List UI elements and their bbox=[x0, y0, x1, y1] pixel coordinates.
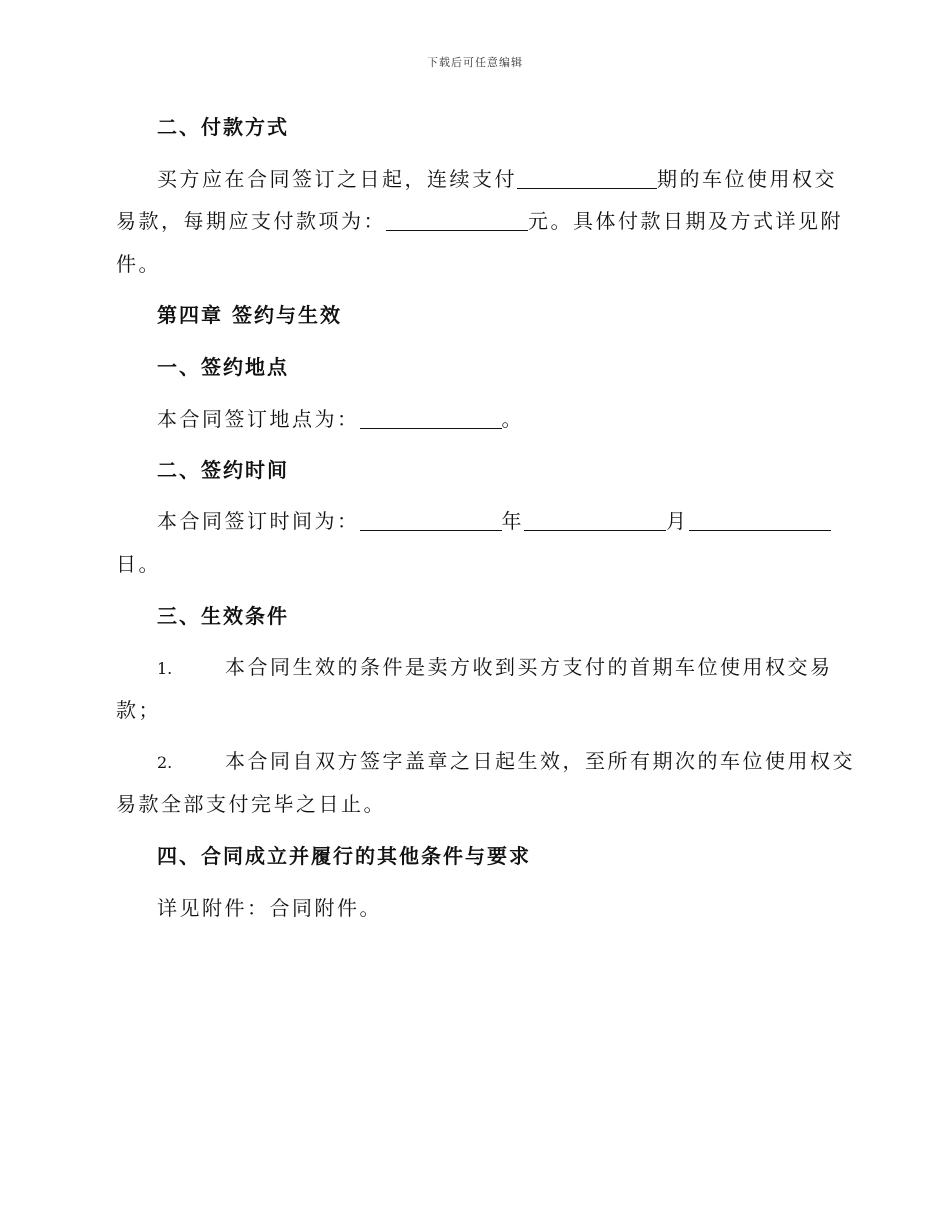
payment-text-cont: 期的车位使用权交 bbox=[657, 167, 837, 191]
payment-line-3: 件。 bbox=[116, 252, 161, 276]
payment-line-2 bbox=[116, 200, 843, 242]
payment-text: 买方应在合同签订之日起，连续支付 bbox=[157, 167, 517, 191]
condition-2-text: 本合同自双方签字盖章之日起生效，至所有期次的车位使用权交 bbox=[225, 749, 855, 773]
year-label: 年 bbox=[501, 509, 524, 533]
chapter-4-heading: 第四章 签约与生效 bbox=[157, 303, 342, 327]
other-text: 详见附件：合同附件。 bbox=[157, 896, 382, 920]
time-line bbox=[157, 500, 877, 542]
blank-day bbox=[689, 506, 831, 531]
condition-2-cont: 易款全部支付完毕之日止。 bbox=[116, 792, 386, 816]
condition-1-text: 本合同生效的条件是卖方收到买方支付的首期车位使用权交易 bbox=[225, 655, 833, 679]
condition-1-cont: 款； bbox=[116, 698, 161, 722]
time-line-2: 日。 bbox=[116, 552, 161, 576]
blank-amount bbox=[386, 206, 528, 231]
payment-line-1 bbox=[157, 158, 877, 200]
page-header: 下载后可任意编辑 bbox=[427, 56, 523, 69]
blank-month bbox=[524, 506, 666, 531]
time-heading: 二、签约时间 bbox=[157, 458, 289, 482]
month-label: 月 bbox=[666, 509, 689, 533]
blank-place bbox=[360, 404, 502, 429]
place-heading: 一、签约地点 bbox=[157, 355, 289, 379]
place-text: 本合同签订地点为： bbox=[157, 407, 360, 431]
blank-year bbox=[360, 506, 502, 531]
payment-heading: 二、付款方式 bbox=[157, 115, 289, 139]
condition-2-number: 2. bbox=[157, 753, 173, 772]
payment-text-2: 易款，每期应支付款项为： bbox=[116, 209, 386, 233]
other-heading: 四、合同成立并履行的其他条件与要求 bbox=[157, 844, 531, 868]
condition-2 bbox=[157, 740, 877, 784]
conditions-heading: 三、生效条件 bbox=[157, 604, 289, 628]
place-end: 。 bbox=[501, 407, 524, 431]
place-line bbox=[157, 398, 877, 440]
condition-1 bbox=[157, 646, 877, 690]
condition-1-number: 1. bbox=[157, 659, 173, 678]
payment-text-2-cont: 元。具体付款日期及方式详见附 bbox=[528, 209, 843, 233]
blank-periods bbox=[517, 164, 657, 189]
time-text: 本合同签订时间为： bbox=[157, 509, 360, 533]
